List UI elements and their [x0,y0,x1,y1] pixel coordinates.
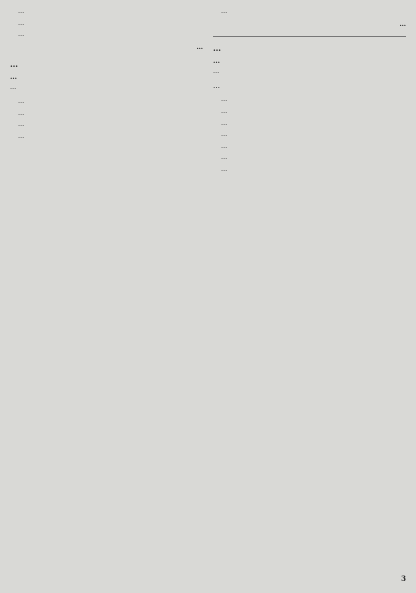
left-body-paragraph-4: … [18,132,25,140]
left-book-ref: … [10,84,17,92]
left-top-paragraph-3: … [18,31,25,39]
right-subline: … [213,81,221,90]
two-columns [10,8,406,583]
right-top-paragraph-1: … [221,8,228,15]
separator-line [213,36,406,37]
right-section-heading: … [213,42,222,53]
left-column [10,8,203,583]
left-top-paragraph-2: … [18,19,25,27]
left-book-title: … [10,71,17,81]
right-book-ref: … [213,68,220,76]
left-body-paragraph-3: … [18,121,25,129]
page-number: 3 [401,574,406,583]
right-body-paragraph-6: … [221,154,228,162]
signature-1: … [196,42,203,51]
right-body-paragraph-5: … [221,142,228,150]
left-body-paragraph-2: … [18,109,25,117]
right-body-paragraph-7: … [221,165,228,173]
left-body-paragraph-1: … [18,97,25,105]
left-top-paragraph-1: … [18,8,25,15]
right-body-paragraph-2: … [221,107,228,115]
left-section-heading: … [10,58,19,69]
right-body-paragraph-3: … [221,119,228,127]
right-column [213,8,406,583]
right-book-title: … [213,55,220,65]
right-body-paragraph-4: … [221,131,228,139]
right-body-paragraph-1: … [221,96,228,104]
signature-2: … [399,19,406,28]
